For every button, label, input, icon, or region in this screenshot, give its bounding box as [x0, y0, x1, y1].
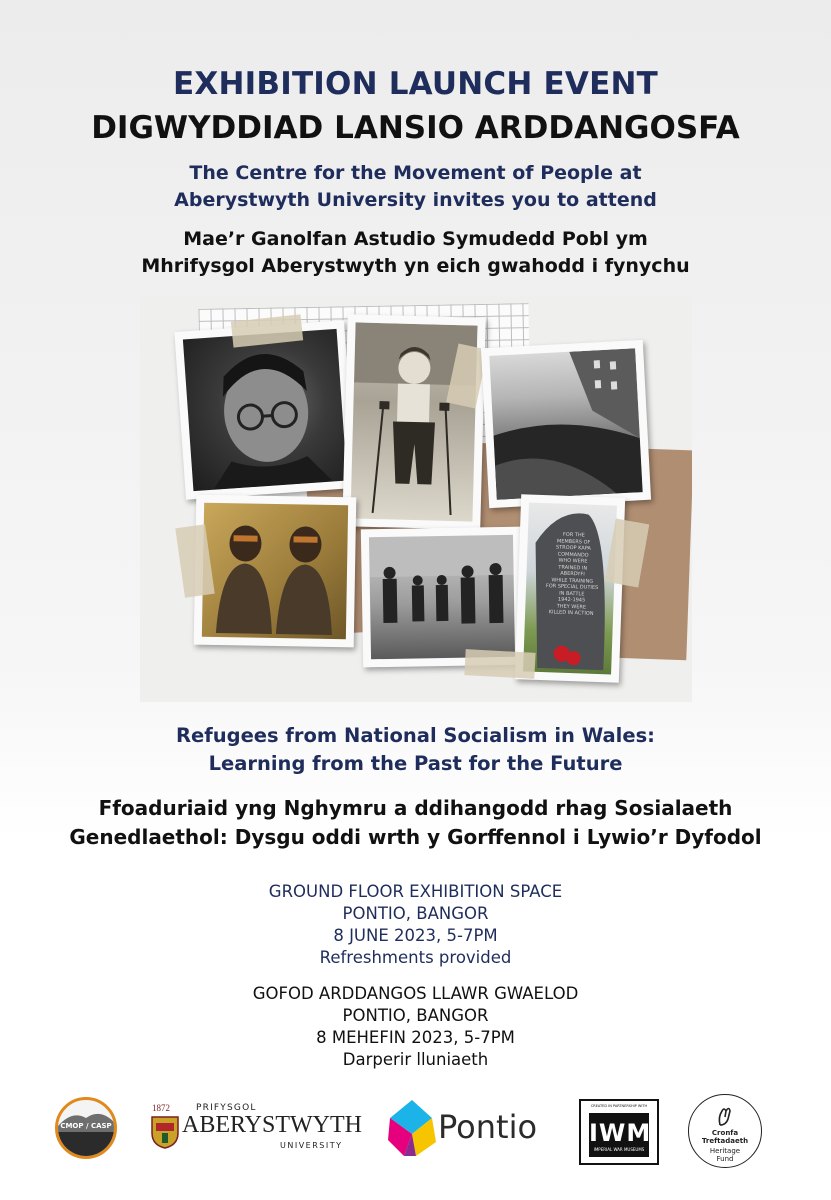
place-english: PONTIO, BANGOR: [342, 904, 489, 923]
iwm-partnership-text: CREATED IN PARTNERSHIP WITH: [590, 1104, 648, 1108]
photo-collage: [140, 296, 692, 702]
exhibition-title-welsh-line-2: Genedlaethol: Dysgu oddi wrth y Gorffennol i Lywio’r Dyfodol: [69, 825, 762, 849]
pontio-wordmark: Pontio: [438, 1108, 538, 1146]
aber-university: UNIVERSITY: [280, 1141, 343, 1150]
aber-founding-year: 1872: [152, 1103, 170, 1113]
venue-english: GROUND FLOOR EXHIBITION SPACE: [268, 882, 563, 901]
pontio-mark-icon: [386, 1096, 438, 1160]
memorial-line: KILLED IN ACTION: [548, 609, 594, 617]
refreshments-english: Refreshments provided: [319, 948, 512, 967]
memorial-line: WHILE TRAINING: [551, 576, 594, 585]
memorial-inscription: [539, 531, 606, 618]
crossed-fingers-icon: [714, 1105, 736, 1127]
place-welsh: PONTIO, BANGOR: [342, 1006, 489, 1025]
event-details-welsh: [0, 983, 831, 1071]
memorial-line: MEMBERS OF: [556, 538, 591, 546]
photo-painting-figures: [194, 495, 357, 648]
title-english: EXHIBITION LAUNCH EVENT: [173, 66, 658, 102]
photo-boy-glasses: [174, 320, 355, 499]
pontio-logo: [386, 1096, 546, 1160]
invitation-welsh-line-1: Mae’r Ganolfan Astudio Symudedd Pobl ym: [183, 228, 648, 250]
invitation-english-line-1: The Centre for the Movement of People at: [189, 162, 642, 184]
invitation-welsh-line-2: Mhrifysgol Aberystwyth yn eich gwahodd i fynychu: [141, 255, 690, 277]
aberystwyth-university-logo: [148, 1103, 362, 1153]
cmop-casp-text: CMOP / CASP: [60, 1122, 112, 1130]
venue-welsh: GOFOD ARDDANGOS LLAWR GWAELOD: [252, 984, 579, 1003]
exhibition-title-welsh: [0, 794, 831, 852]
title-welsh: DIGWYDDIAD LANSIO ARDDANGOSFA: [91, 110, 740, 146]
cmop-casp-logo: [55, 1097, 117, 1159]
exhibition-title-welsh-line-1: Ffoaduriaid yng Nghymru a ddihangodd rhag Sosialaeth: [98, 796, 733, 820]
memorial-line: FOR THE: [562, 531, 585, 539]
university-crest-icon: [150, 1115, 180, 1149]
memorial-line: COMMANDO: [557, 551, 589, 559]
event-details-english: [0, 881, 831, 969]
memorial-line: WHO WERE: [558, 557, 588, 565]
heritage-fund-welsh: Cronfa Treftadaeth: [701, 1129, 749, 1145]
refreshments-welsh: Darperir lluniaeth: [342, 1050, 489, 1069]
memorial-line: FOR SPECIAL DUTIES: [545, 583, 599, 591]
memorial-line: IN BATTLE: [559, 590, 585, 598]
memorial-line: 1942-1945: [557, 596, 586, 604]
iwm-logo: [579, 1099, 659, 1165]
iwm-block: [589, 1113, 652, 1157]
memorial-line: THEY WERE: [556, 603, 587, 611]
heritage-fund-logo: [688, 1094, 762, 1168]
memorial-line: TRAINED IN: [558, 564, 588, 572]
date-welsh: 8 MEHEFIN 2023, 5-7PM: [316, 1028, 515, 1047]
memorial-line: ABERDYFI: [560, 570, 585, 578]
photo-people-walking: [361, 527, 523, 668]
invitation-welsh: [0, 226, 831, 280]
invitation-english-line-2: Aberystwyth University invites you to attend: [174, 189, 657, 211]
exhibition-title-english-line-1: Refugees from National Socialism in Wales:: [176, 724, 655, 747]
invitation-english: [0, 160, 831, 214]
memorial-line: STROOP KAPA: [555, 544, 591, 552]
aber-prifysgol: PRIFYSGOL: [196, 1103, 257, 1113]
exhibition-title-english-line-2: Learning from the Past for the Future: [208, 752, 623, 775]
tape-strip: [464, 649, 535, 679]
photo-crowd-street: [481, 340, 651, 508]
heritage-fund-english: Heritage Fund: [709, 1147, 741, 1163]
aber-name: ABERYSTWYTH: [182, 1112, 362, 1138]
iwm-subtitle: IMPERIAL WAR MUSEUMS: [593, 1147, 645, 1152]
exhibition-title-english: [0, 722, 831, 778]
date-english: 8 JUNE 2023, 5-7PM: [333, 926, 498, 945]
iwm-wordmark: IWM: [589, 1119, 652, 1147]
